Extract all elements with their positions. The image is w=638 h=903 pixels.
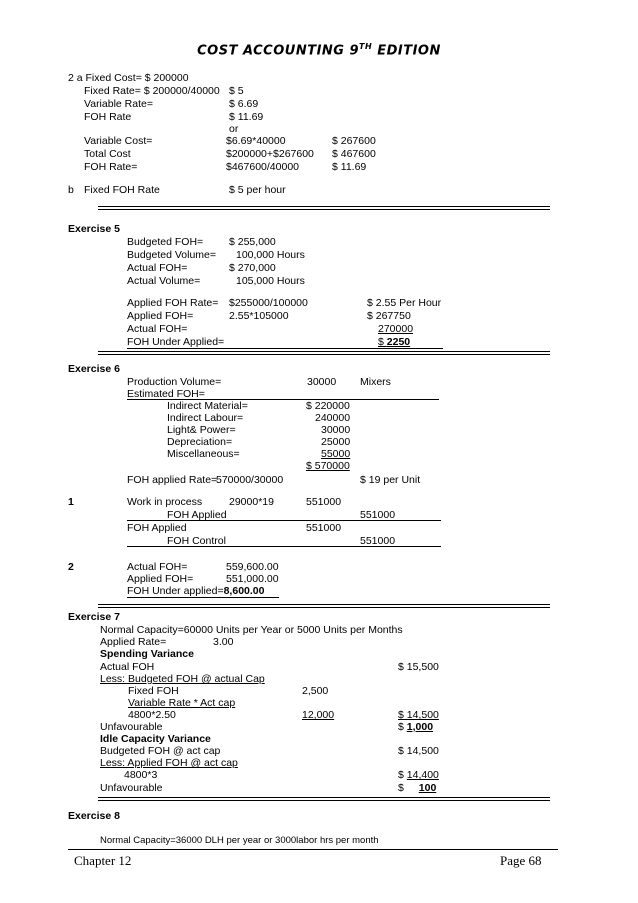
ex8-normal-capacity: Normal Capacity=36000 DLH per year or 3000labor hrs per month bbox=[100, 835, 379, 846]
ex5-actual-foh-label: Actual FOH= bbox=[127, 262, 188, 274]
q2a-foh-rate2-value: $ 11.69 bbox=[332, 161, 367, 173]
ex5-under-applied-label: FOH Under Applied= bbox=[127, 336, 225, 348]
ex5-under-applied-value: $ 2250 bbox=[378, 336, 411, 348]
ex6-journal1-debit: 551000 bbox=[306, 496, 342, 508]
divider bbox=[98, 206, 550, 210]
ex6-estimated-foh-label: Estimated FOH= bbox=[127, 388, 205, 400]
ex6-item-label: Light& Power= bbox=[167, 424, 236, 436]
ex6-journal1b-debit: 551000 bbox=[306, 522, 342, 534]
q2a-total-cost-label: Total Cost bbox=[84, 148, 131, 160]
ex6-item-label: Miscellaneous= bbox=[167, 448, 240, 460]
q2a-fixed-rate-label: Fixed Rate= $ 200000/40000 bbox=[84, 85, 220, 97]
ex5-budgeted-volume-label: Budgeted Volume= bbox=[127, 249, 217, 261]
ex6-item-label: Depreciation= bbox=[167, 436, 233, 448]
divider bbox=[98, 797, 550, 801]
ex7-unfavourable-2-label: Unfavourable bbox=[100, 782, 163, 794]
ex6-production-volume-label: Production Volume= bbox=[127, 376, 222, 388]
q2b-label: b bbox=[68, 184, 74, 196]
ex6-rate-value: $ 19 per Unit bbox=[360, 474, 421, 486]
ex6-journal1b-credit: 551000 bbox=[360, 535, 396, 547]
footer-chapter: Chapter 12 bbox=[74, 853, 132, 868]
divider bbox=[98, 604, 550, 608]
ex7-unfavourable-1-value: $ 1,000 bbox=[398, 721, 434, 733]
ex7-normal-capacity: Normal Capacity=60000 Units per Year or 5000 Units per Months bbox=[100, 624, 403, 636]
q2a-foh-rate2-calc: $467600/40000 bbox=[226, 161, 299, 173]
ex6-journal1b-underline bbox=[127, 546, 441, 547]
ex6-item-value: 55000 bbox=[321, 448, 351, 460]
ex6-item-label: Indirect Labour= bbox=[167, 412, 244, 424]
ex6-journal1b-account: FOH Applied bbox=[127, 522, 187, 534]
ex5-underline bbox=[127, 348, 443, 349]
ex6-production-volume-unit: Mixers bbox=[360, 376, 391, 388]
ex6-journal1-credit: 551000 bbox=[360, 509, 396, 521]
ex5-applied-rate-value: $ 2.55 Per Hour bbox=[367, 297, 442, 309]
ex6-under-applied: FOH Under applied=8,600.00 bbox=[127, 585, 265, 597]
q2a-variable-cost-calc: $6.69*40000 bbox=[226, 135, 286, 147]
q2a-variable-cost-value: $ 267600 bbox=[332, 135, 376, 147]
ex7-applied-calc: 4800*3 bbox=[124, 769, 158, 781]
footer-page-number: Page 68 bbox=[500, 853, 542, 868]
ex6-journal1-account: Work in process bbox=[127, 496, 203, 508]
ex5-applied-rate-label: Applied FOH Rate= bbox=[127, 297, 219, 309]
page-header-title: COST ACCOUNTING 9TH EDITION bbox=[197, 42, 441, 59]
ex6-journal1-calc: 29000*19 bbox=[229, 496, 274, 508]
ex7-unfavourable-1-label: Unfavourable bbox=[100, 721, 163, 733]
ex7-variable-rate-calc: 4800*2.50 bbox=[128, 709, 176, 721]
ex6-applied-foh-label: Applied FOH= bbox=[127, 573, 194, 585]
divider bbox=[98, 351, 550, 355]
ex6-production-volume-value: 30000 bbox=[307, 376, 337, 388]
ex6-title: Exercise 6 bbox=[68, 363, 120, 375]
ex7-less-applied: Less: Applied FOH @ act cap bbox=[100, 757, 238, 769]
ex6-rate-label: FOH applied Rate= bbox=[127, 474, 218, 486]
ex5-budgeted-volume-value: 100,000 Hours bbox=[236, 249, 305, 261]
ex6-actual-foh-value: 559,600.00 bbox=[226, 561, 279, 573]
ex7-fixed-foh-value: 2,500 bbox=[302, 685, 329, 697]
ex7-spending-variance-heading: Spending Variance bbox=[100, 648, 194, 660]
q2a-total-cost-calc: $200000+$267600 bbox=[226, 148, 314, 160]
ex5-actual-foh-value: $ 270,000 bbox=[229, 262, 276, 274]
q2a-fixed-cost: 2 a Fixed Cost= $ 200000 bbox=[68, 72, 189, 84]
ex6-rate-calc: 570000/30000 bbox=[216, 474, 284, 486]
q2a-foh-rate-value: $ 11.69 bbox=[229, 111, 264, 123]
ex5-actual-foh2-label: Actual FOH= bbox=[127, 323, 188, 335]
ex7-applied-rate-label: Applied Rate= bbox=[100, 636, 167, 648]
ex6-item-value: 25000 bbox=[321, 436, 351, 448]
q2a-foh-rate-label: FOH Rate bbox=[84, 111, 132, 123]
ex7-applied-rate-value: 3.00 bbox=[213, 636, 234, 648]
ex5-title: Exercise 5 bbox=[68, 223, 120, 235]
ex7-actual-foh-label: Actual FOH bbox=[100, 661, 155, 673]
ex7-unfavourable-2-value: $ 100 bbox=[398, 782, 437, 794]
ex5-budgeted-foh-label: Budgeted FOH= bbox=[127, 236, 204, 248]
q2a-variable-cost-label: Variable Cost= bbox=[84, 135, 153, 147]
ex7-budgeted-total: $ 14,500 bbox=[398, 709, 439, 721]
q2b-text: Fixed FOH Rate bbox=[84, 184, 160, 196]
ex5-applied-rate-calc: $255000/100000 bbox=[229, 297, 308, 309]
ex7-budgeted-foh-value: $ 14,500 bbox=[398, 745, 439, 757]
ex7-less-budgeted: Less: Budgeted FOH @ actual Cap bbox=[100, 673, 265, 685]
q2b-value: $ 5 per hour bbox=[229, 184, 286, 196]
q2a-or: or bbox=[229, 123, 239, 135]
ex6-journal1-credit-account: FOH Applied bbox=[167, 509, 227, 521]
ex5-applied-foh-calc: 2.55*105000 bbox=[229, 310, 289, 322]
ex5-applied-foh-label: Applied FOH= bbox=[127, 310, 194, 322]
ex6-journal1-underline bbox=[127, 520, 441, 521]
ex6-journal1-number: 1 bbox=[68, 496, 74, 508]
ex7-fixed-foh-label: Fixed FOH bbox=[128, 685, 179, 697]
ex7-idle-capacity-heading: Idle Capacity Variance bbox=[100, 733, 211, 745]
footer-rule bbox=[68, 849, 558, 850]
ex6-item-label: Indirect Material= bbox=[167, 400, 248, 412]
q2a-total-cost-value: $ 467600 bbox=[332, 148, 376, 160]
ex6-total: $ 570000 bbox=[306, 460, 350, 472]
ex5-actual-foh2-value: 270000 bbox=[378, 323, 414, 335]
ex6-applied-foh-value: 551,000.00 bbox=[226, 573, 279, 585]
ex8-title: Exercise 8 bbox=[68, 810, 120, 822]
ex7-applied-value: $ 14,400 bbox=[398, 769, 439, 781]
q2a-variable-rate-value: $ 6.69 bbox=[229, 98, 259, 110]
ex7-title: Exercise 7 bbox=[68, 611, 120, 623]
ex6-actual-foh-label: Actual FOH= bbox=[127, 561, 188, 573]
ex7-actual-foh-value: $ 15,500 bbox=[398, 661, 439, 673]
ex6-under-applied-underline bbox=[127, 597, 279, 598]
ex7-variable-rate-label: Variable Rate * Act cap bbox=[128, 697, 236, 709]
ex5-actual-volume-label: Actual Volume= bbox=[127, 275, 201, 287]
ex7-variable-rate-value: 12,000 bbox=[302, 709, 335, 721]
ex5-actual-volume-value: 105,000 Hours bbox=[236, 275, 305, 287]
ex6-journal2-number: 2 bbox=[68, 561, 74, 573]
ex6-item-value: 30000 bbox=[321, 424, 351, 436]
q2a-variable-rate-label: Variable Rate= bbox=[84, 98, 153, 110]
ex5-budgeted-foh-value: $ 255,000 bbox=[229, 236, 276, 248]
q2a-fixed-rate-value: $ 5 bbox=[229, 85, 244, 97]
ex6-item-value: $ 220000 bbox=[306, 400, 350, 412]
ex6-item-value: 240000 bbox=[315, 412, 351, 424]
ex7-budgeted-foh-label: Budgeted FOH @ act cap bbox=[100, 745, 221, 757]
q2a-foh-rate2-label: FOH Rate= bbox=[84, 161, 138, 173]
ex6-journal1b-credit-account: FOH Control bbox=[167, 535, 226, 547]
ex5-applied-foh-value: $ 267750 bbox=[367, 310, 411, 322]
